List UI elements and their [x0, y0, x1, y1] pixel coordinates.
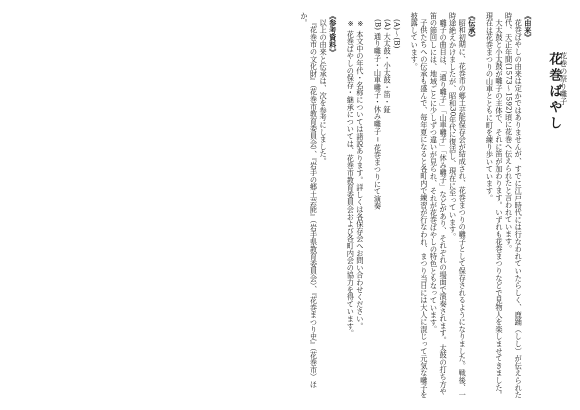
paragraph: 花巻ばやしの由来は定かではありませんが、すでに江戸時代には行なわれていたらしく、鹿踊（しし）が伝えられた時代、天正年間(1573〜1592)頃に花巻へ伝えられたと言われています。: [504, 12, 524, 399]
paragraph: 『花巻市の文化財』（花巻市教育委員会）、『岩手の郷土芸能』（岩手県教育委員会）、『花巻まつり史』（花巻市）ほか。: [299, 12, 319, 389]
title-block: [546, 12, 568, 400]
document-subtitle: 花巻の祭り囃子: [559, 52, 568, 106]
note: ※ 花巻ばやしの保存・継承については、花巻市教育委員会および各町内会の協力を得ています。: [346, 19, 356, 338]
paragraph: 以上の由来と伝承は、次を参考にしました。: [319, 19, 329, 166]
spacer: [477, 12, 485, 400]
section-heading-references: 《参考資料》: [328, 12, 338, 56]
paragraph: 囃子の曲目は、「通り囃子」「山車囃子」「休み囃子」などがあり、それぞれの場面で演奏されます。太鼓の打ち方や笛の節回しには、地域ごとに少しずつ違いが見られ、それが花巻ばやしの特色ともなっています。: [429, 12, 449, 396]
paragraph: 大太鼓と小太鼓が囃子の主体で、それに笛が加わります。いずれも花巻まつりなどで見物人を楽しませてきました。現在は花巻まつりの山車とともに町を練り歩いています。: [485, 12, 505, 399]
note: ※ 本文中の年代・名称については諸説あります。詳しくは各保存会へお問い合わせください。: [355, 19, 365, 330]
list-item: (B) 通り囃子・山車囃子・休み囃子 ─ 花巻まつりにて演奏: [373, 19, 383, 210]
spacer: [533, 12, 541, 400]
spacer: [365, 12, 373, 400]
spacer: [338, 12, 346, 400]
spacer: [402, 12, 410, 400]
list-heading: (A)〜(B): [392, 19, 402, 49]
paragraph: 子供たちへの伝承も盛んで、毎年夏になると各町内で練習が行なわれ、まつり当日には大人に混じって元気な囃子を披露しています。: [410, 12, 429, 399]
paragraph: 昭和初期に、花巻市の郷土芸能保存会が結成され、花巻まつりの囃子として保存されるようになりました。戦後、一時途絶えかけましたが、昭和30年代に復活し、現在に至っています。: [448, 12, 468, 399]
vertical-document: [12, 12, 568, 400]
section-heading-origin: 《由来》: [523, 12, 533, 42]
section-heading-transmission: 《伝承》: [467, 12, 477, 42]
list-item: (A) 大太鼓・小太鼓・笛・鉦: [383, 19, 393, 113]
document-title: 花巻ばやし: [546, 52, 562, 132]
